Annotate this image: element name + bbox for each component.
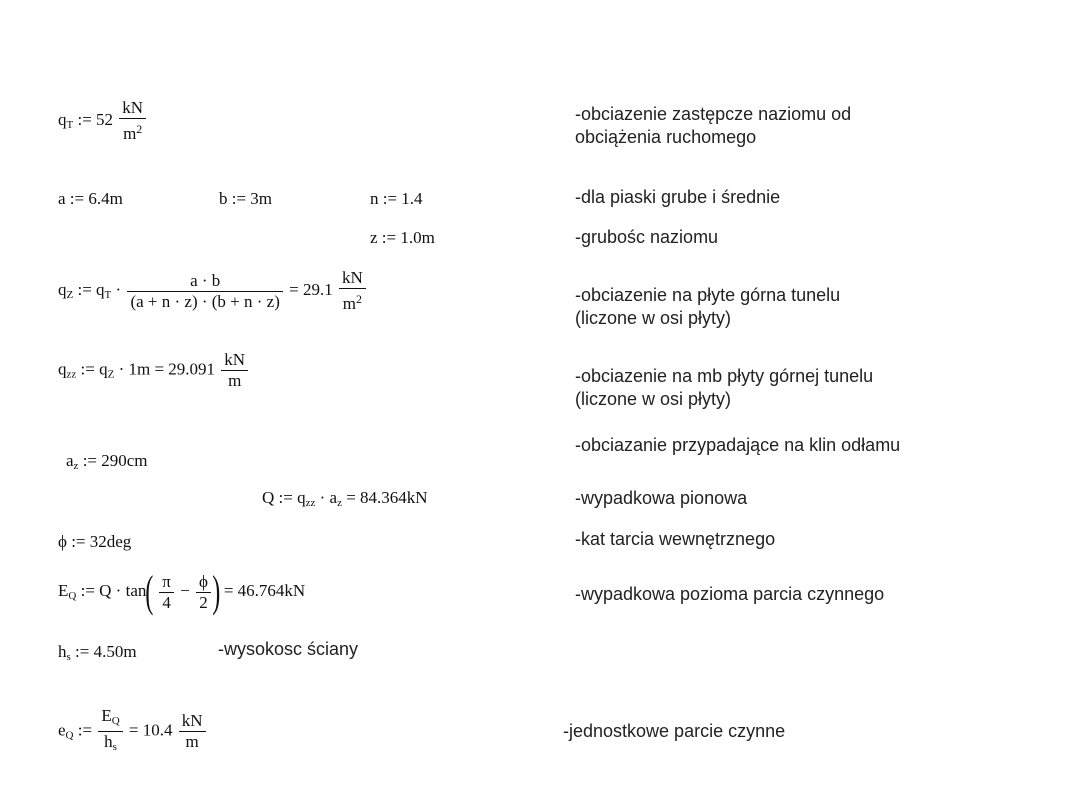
desc-Q: -wypadkowa pionowa: [575, 488, 748, 508]
formula-qT: $q_T$ := 52 $\frac{kN}{m^2}$: [58, 98, 148, 144]
desc-qzz: -obciazenie na mb płyty górnej tunelu (liczone w osi płyty): [575, 366, 874, 409]
formula-eQ: $e_Q$ := $\frac{E_Q}{h_s}$ = 10.4 $\frac{kN}{m}$: [58, 706, 208, 757]
formula-az: $a_z$ := 290cm: [66, 451, 148, 472]
formula-hs: $h_s$ := 4.50m: [58, 642, 137, 663]
formula-phi: ϕ := 32deg: [58, 532, 132, 551]
formula-EQ: $E_Q$ := Q · tan( $\frac{\pi}{4}$ − $\frac{\phi}{2}$ ) = 46.764kN: [58, 567, 306, 616]
desc-EQ: -wypadkowa pozioma parcia czynnego: [575, 584, 885, 604]
desc-abn: -dla piaski grube i średnie: [575, 187, 781, 207]
desc-eQ: -jednostkowe parcie czynne: [563, 721, 786, 741]
desc-qZ: -obciazenie na płyte górna tunelu (liczone w osi płyty): [575, 285, 841, 328]
desc-qT: -obciazenie zastępcze naziomu od obciążenia ruchomego: [575, 104, 852, 147]
desc-az: -obciazanie przypadające na klin odłamu: [575, 435, 901, 455]
formula-b: b := 3m: [219, 189, 273, 208]
unit-fraction: $\frac{kN}{m}$: [179, 711, 206, 752]
formula-n: n := 1.4: [370, 189, 423, 208]
desc-hs: -wysokosc ściany: [218, 639, 359, 659]
phi-over-2-fraction: $\frac{\phi}{2}$: [196, 572, 211, 613]
formula-qzz: $q_{zz}$ := $q_Z \cdot 1m = 29.091$ $\frac{kN}{m}$: [58, 350, 250, 391]
formula-z: z := 1.0m: [370, 228, 435, 247]
desc-phi: -kat tarcia wewnętrznego: [575, 529, 776, 549]
unit-fraction: $\frac{kN}{m^2}$: [339, 268, 366, 314]
eq-fraction: $\frac{E_Q}{h_s}$: [98, 706, 122, 757]
unit-fraction: $\frac{kN}{m^2}$: [119, 98, 146, 144]
formula-Q: Q := $q_{zz} \cdot a_z = 84.364kN$: [262, 488, 428, 509]
formula-qZ: $q_Z$ := $q_T$ · $\frac{a \cdot b}{(a + n \cdot z) \cdot (b + n \cdot z)}$ = 29.1 $\frac{kN}{m^2}$: [58, 268, 368, 314]
desc-z: -grubośc naziomu: [575, 227, 719, 247]
pi-over-4-fraction: $\frac{\pi}{4}$: [159, 572, 174, 613]
unit-fraction: $\frac{kN}{m}$: [221, 350, 248, 391]
formula-a: a := 6.4m: [58, 189, 123, 208]
load-fraction: $\frac{a \cdot b}{(a + n \cdot z) \cdot (b + n \cdot z)}$: [127, 271, 282, 312]
